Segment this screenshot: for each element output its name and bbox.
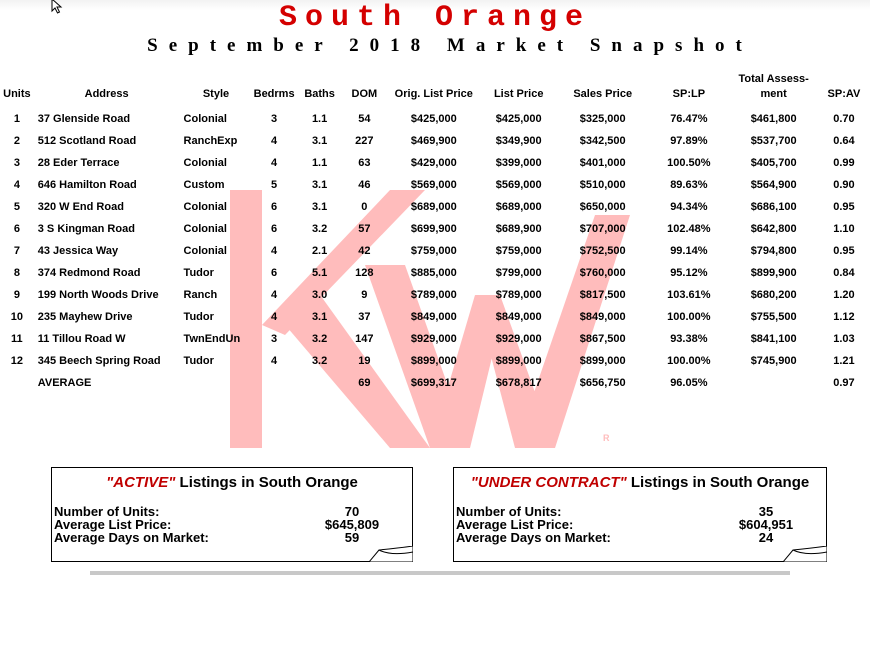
page-subtitle: September 2018 Market Snapshot (147, 35, 753, 56)
cell-dom: 128 (355, 267, 374, 279)
col-sp-av: SP:AV (827, 88, 861, 100)
contract-box-title (454, 474, 826, 492)
cell-orig-list-price: $425,000 (410, 113, 457, 125)
cell-sp-av: 0.99 (833, 157, 855, 169)
average-cell-sp-lp: 96.05% (670, 377, 708, 389)
cell-list-price: $899,000 (495, 355, 542, 367)
cell-sp-lp: 95.12% (670, 267, 708, 279)
cell-sp-lp: 89.63% (670, 179, 708, 191)
cell-style: Colonial (183, 201, 227, 213)
cell-sales-price: $650,000 (579, 201, 626, 213)
cell-unit: 12 (10, 355, 23, 367)
cell-sp-av: 1.12 (833, 311, 855, 323)
cell-sales-price: $707,000 (579, 223, 626, 235)
average-cell-unit (2, 372, 32, 394)
cell-dom: 42 (358, 245, 371, 257)
average-cell-sales-price: $656,750 (579, 377, 626, 389)
cell-sp-lp: 100.00% (667, 355, 711, 367)
col-units: Units (3, 88, 31, 100)
cell-baths: 3.1 (311, 311, 328, 323)
contract-units-value: 35 (758, 504, 774, 519)
cell-orig-list-price: $569,000 (410, 179, 457, 191)
active-dom-value: 59 (344, 530, 360, 545)
cell-address: 37 Glenside Road (37, 113, 131, 125)
col-bedrms: Bedrms (253, 88, 295, 100)
cell-bedrms: 3 (271, 113, 278, 125)
cell-bedrms: 4 (271, 311, 278, 323)
table-header-row (2, 72, 870, 108)
cell-bedrms: 6 (271, 201, 278, 213)
cell-style: Colonial (183, 113, 227, 125)
contract-box-title-rest: Listings in South Orange (626, 474, 810, 491)
table-row (2, 196, 870, 218)
cell-orig-list-price: $429,000 (410, 157, 457, 169)
cell-list-price: $789,000 (495, 289, 542, 301)
cell-list-price: $689,000 (495, 201, 542, 213)
cell-sales-price: $401,000 (579, 157, 626, 169)
cell-sp-lp: 97.89% (670, 135, 708, 147)
cell-orig-list-price: $789,000 (410, 289, 457, 301)
cell-dom: 37 (358, 311, 371, 323)
cell-style: TwnEndUn (183, 333, 241, 345)
cell-list-price: $799,000 (495, 267, 542, 279)
svg-text:R: R (603, 433, 610, 443)
cell-baths: 3.2 (311, 355, 328, 367)
cell-sales-price: $510,000 (579, 179, 626, 191)
cell-total-assessment: $899,900 (750, 267, 797, 279)
cell-list-price: $399,000 (495, 157, 542, 169)
cell-bedrms: 4 (271, 157, 278, 169)
page-curl-icon (369, 546, 413, 562)
average-cell-sp-av: 0.97 (833, 377, 855, 389)
cell-baths: 1.1 (311, 157, 328, 169)
cell-style: RanchExp (183, 135, 238, 147)
average-cell-total-assessment (729, 372, 818, 394)
cell-sp-lp: 102.48% (667, 223, 711, 235)
cell-unit: 11 (11, 333, 23, 345)
cell-total-assessment: $537,700 (750, 135, 797, 147)
cell-address: 11 Tillou Road W (37, 333, 126, 345)
cell-sp-av: 1.20 (833, 289, 855, 301)
cell-address: 199 North Woods Drive (37, 289, 159, 301)
cell-unit: 10 (10, 311, 23, 323)
cell-bedrms: 4 (271, 245, 278, 257)
cell-sales-price: $817,500 (579, 289, 626, 301)
table-row (2, 130, 870, 152)
cell-dom: 19 (358, 355, 371, 367)
cell-sp-av: 0.95 (833, 245, 855, 257)
cell-sp-lp: 100.00% (667, 311, 711, 323)
cell-total-assessment: $841,100 (750, 333, 797, 345)
table-row (2, 284, 870, 306)
average-cell-orig-list-price: $699,317 (410, 377, 457, 389)
horizontal-divider (90, 571, 790, 575)
cell-style: Tudor (183, 267, 214, 279)
cell-dom: 57 (358, 223, 371, 235)
cell-sp-lp: 94.34% (670, 201, 708, 213)
active-units-label: Number of Units: (54, 504, 160, 519)
contract-dom-row (454, 531, 826, 544)
table-row (2, 108, 870, 130)
cell-sales-price: $849,000 (579, 311, 626, 323)
cell-bedrms: 4 (271, 355, 278, 367)
cell-unit: 4 (13, 179, 20, 191)
cell-orig-list-price: $899,000 (410, 355, 457, 367)
cell-dom: 46 (358, 179, 371, 191)
contract-units-label: Number of Units: (456, 504, 562, 519)
contract-box-title-highlight: "UNDER CONTRACT" (470, 474, 627, 491)
average-row (2, 372, 870, 394)
market-snapshot-table (2, 72, 870, 394)
table-row (2, 350, 870, 372)
cell-sp-av: 0.90 (833, 179, 855, 191)
cell-sp-lp: 99.14% (670, 245, 708, 257)
cell-bedrms: 6 (271, 267, 278, 279)
contract-dom-label: Average Days on Market: (456, 530, 611, 545)
cell-baths: 3.0 (311, 289, 328, 301)
cell-bedrms: 4 (271, 289, 278, 301)
cell-orig-list-price: $699,900 (410, 223, 457, 235)
active-dom-label: Average Days on Market: (54, 530, 209, 545)
cell-list-price: $425,000 (495, 113, 542, 125)
cell-total-assessment: $794,800 (750, 245, 797, 257)
average-cell-list-price: $678,817 (495, 377, 542, 389)
cell-orig-list-price: $929,000 (410, 333, 457, 345)
cell-sales-price: $325,000 (579, 113, 626, 125)
active-avg-price-label: Average List Price: (54, 517, 172, 532)
cell-unit: 8 (13, 267, 20, 279)
col-sales-price: Sales Price (573, 88, 633, 100)
cell-orig-list-price: $469,900 (410, 135, 457, 147)
cell-address: 374 Redmond Road (37, 267, 141, 279)
cell-style: Tudor (183, 311, 214, 323)
average-cell-style (182, 372, 251, 394)
average-cell-baths (298, 372, 342, 394)
col-total-assessment-line1: Total Assess- (738, 73, 809, 85)
contract-avg-price-value: $604,951 (738, 517, 794, 532)
cell-sp-av: 1.10 (833, 223, 855, 235)
cell-sp-lp: 76.47% (670, 113, 708, 125)
cell-bedrms: 6 (271, 223, 278, 235)
table-row (2, 218, 870, 240)
cell-address: 28 Eder Terrace (37, 157, 120, 169)
active-box-title (52, 474, 412, 492)
active-units-value: 70 (344, 504, 360, 519)
cell-address: 3 S Kingman Road (37, 223, 135, 235)
page-curl-icon (783, 546, 827, 562)
cell-unit: 9 (13, 289, 20, 301)
cell-address: 320 W End Road (37, 201, 124, 213)
contract-dom-value: 24 (758, 530, 774, 545)
cell-sp-av: 0.64 (833, 135, 855, 147)
cell-orig-list-price: $885,000 (410, 267, 457, 279)
cell-bedrms: 3 (271, 333, 278, 345)
cell-orig-list-price: $849,000 (410, 311, 457, 323)
cell-sales-price: $752,500 (579, 245, 626, 257)
cell-style: Colonial (183, 245, 227, 257)
cell-sp-av: 0.84 (833, 267, 855, 279)
cell-total-assessment: $642,800 (750, 223, 797, 235)
table-row (2, 306, 870, 328)
cell-address: 43 Jessica Way (37, 245, 119, 257)
cell-total-assessment: $755,500 (750, 311, 797, 323)
table-row (2, 262, 870, 284)
cell-list-price: $849,000 (495, 311, 542, 323)
average-cell-dom: 69 (358, 377, 371, 389)
col-list-price: List Price (493, 88, 544, 100)
cell-baths: 3.1 (311, 135, 328, 147)
cell-list-price: $759,000 (495, 245, 542, 257)
cell-bedrms: 4 (271, 135, 278, 147)
cell-total-assessment: $461,800 (750, 113, 797, 125)
cell-list-price: $569,000 (495, 179, 542, 191)
col-baths: Baths (304, 88, 335, 100)
cell-sales-price: $899,000 (579, 355, 626, 367)
cell-sp-av: 1.03 (833, 333, 855, 345)
cell-list-price: $349,900 (495, 135, 542, 147)
col-sp-lp: SP:LP (672, 88, 706, 100)
active-listings-box (51, 467, 413, 562)
cell-baths: 1.1 (311, 113, 328, 125)
cell-total-assessment: $680,200 (750, 289, 797, 301)
page-title: South Orange (278, 1, 592, 35)
active-avg-price-value: $645,809 (324, 517, 380, 532)
cell-baths: 3.1 (311, 179, 328, 191)
cell-total-assessment: $745,900 (750, 355, 797, 367)
average-cell-address: AVERAGE (37, 377, 92, 389)
cell-sales-price: $342,500 (579, 135, 626, 147)
active-box-title-highlight: "ACTIVE" (106, 474, 176, 491)
cell-total-assessment: $564,900 (750, 179, 797, 191)
col-total-assessment (729, 72, 818, 108)
col-style: Style (202, 88, 230, 100)
under-contract-listings-box (453, 467, 827, 562)
contract-avg-price-label: Average List Price: (456, 517, 574, 532)
cell-unit: 1 (13, 113, 20, 125)
cell-unit: 6 (13, 223, 20, 235)
cell-total-assessment: $686,100 (750, 201, 797, 213)
cell-address: 512 Scotland Road (37, 135, 137, 147)
cell-style: Tudor (183, 355, 214, 367)
cell-unit: 2 (13, 135, 20, 147)
cell-sp-av: 1.21 (833, 355, 855, 367)
table-row (2, 174, 870, 196)
cell-sp-lp: 93.38% (670, 333, 708, 345)
cell-style: Ranch (183, 289, 218, 301)
cell-dom: 54 (358, 113, 371, 125)
table-row (2, 240, 870, 262)
cell-sp-av: 0.95 (833, 201, 855, 213)
cell-list-price: $929,000 (495, 333, 542, 345)
cell-baths: 3.1 (311, 201, 328, 213)
cell-style: Custom (183, 179, 225, 191)
cell-orig-list-price: $689,000 (410, 201, 457, 213)
cell-baths: 2.1 (311, 245, 328, 257)
cell-sp-av: 0.70 (833, 113, 855, 125)
col-dom: DOM (351, 88, 378, 100)
cell-style: Colonial (183, 223, 227, 235)
col-orig-list-price: Orig. List Price (394, 88, 473, 100)
cell-unit: 5 (13, 201, 20, 213)
cell-sales-price: $867,500 (579, 333, 626, 345)
active-dom-row (52, 531, 412, 544)
average-cell-bedrms (250, 372, 297, 394)
table-row (2, 328, 870, 350)
cell-dom: 227 (355, 135, 374, 147)
cell-dom: 63 (358, 157, 371, 169)
cell-dom: 147 (355, 333, 374, 345)
cell-baths: 5.1 (311, 267, 328, 279)
cell-address: 646 Hamilton Road (37, 179, 137, 191)
cell-unit: 7 (13, 245, 20, 257)
col-address: Address (84, 88, 129, 100)
cell-total-assessment: $405,700 (750, 157, 797, 169)
cell-address: 235 Mayhew Drive (37, 311, 133, 323)
cell-address: 345 Beech Spring Road (37, 355, 161, 367)
cell-bedrms: 5 (271, 179, 278, 191)
cell-sp-lp: 103.61% (667, 289, 711, 301)
table-row (2, 152, 870, 174)
cell-dom: 9 (361, 289, 368, 301)
table-body (2, 108, 870, 394)
cell-orig-list-price: $759,000 (410, 245, 457, 257)
cell-list-price: $689,900 (495, 223, 542, 235)
cell-sp-lp: 100.50% (667, 157, 711, 169)
col-total-assessment-line2: ment (760, 88, 787, 100)
cell-style: Colonial (183, 157, 227, 169)
cell-unit: 3 (13, 157, 20, 169)
cell-dom: 0 (361, 201, 368, 213)
cell-sales-price: $760,000 (579, 267, 626, 279)
cell-baths: 3.2 (311, 333, 328, 345)
cell-baths: 3.2 (311, 223, 328, 235)
active-box-title-rest: Listings in South Orange (175, 474, 358, 491)
